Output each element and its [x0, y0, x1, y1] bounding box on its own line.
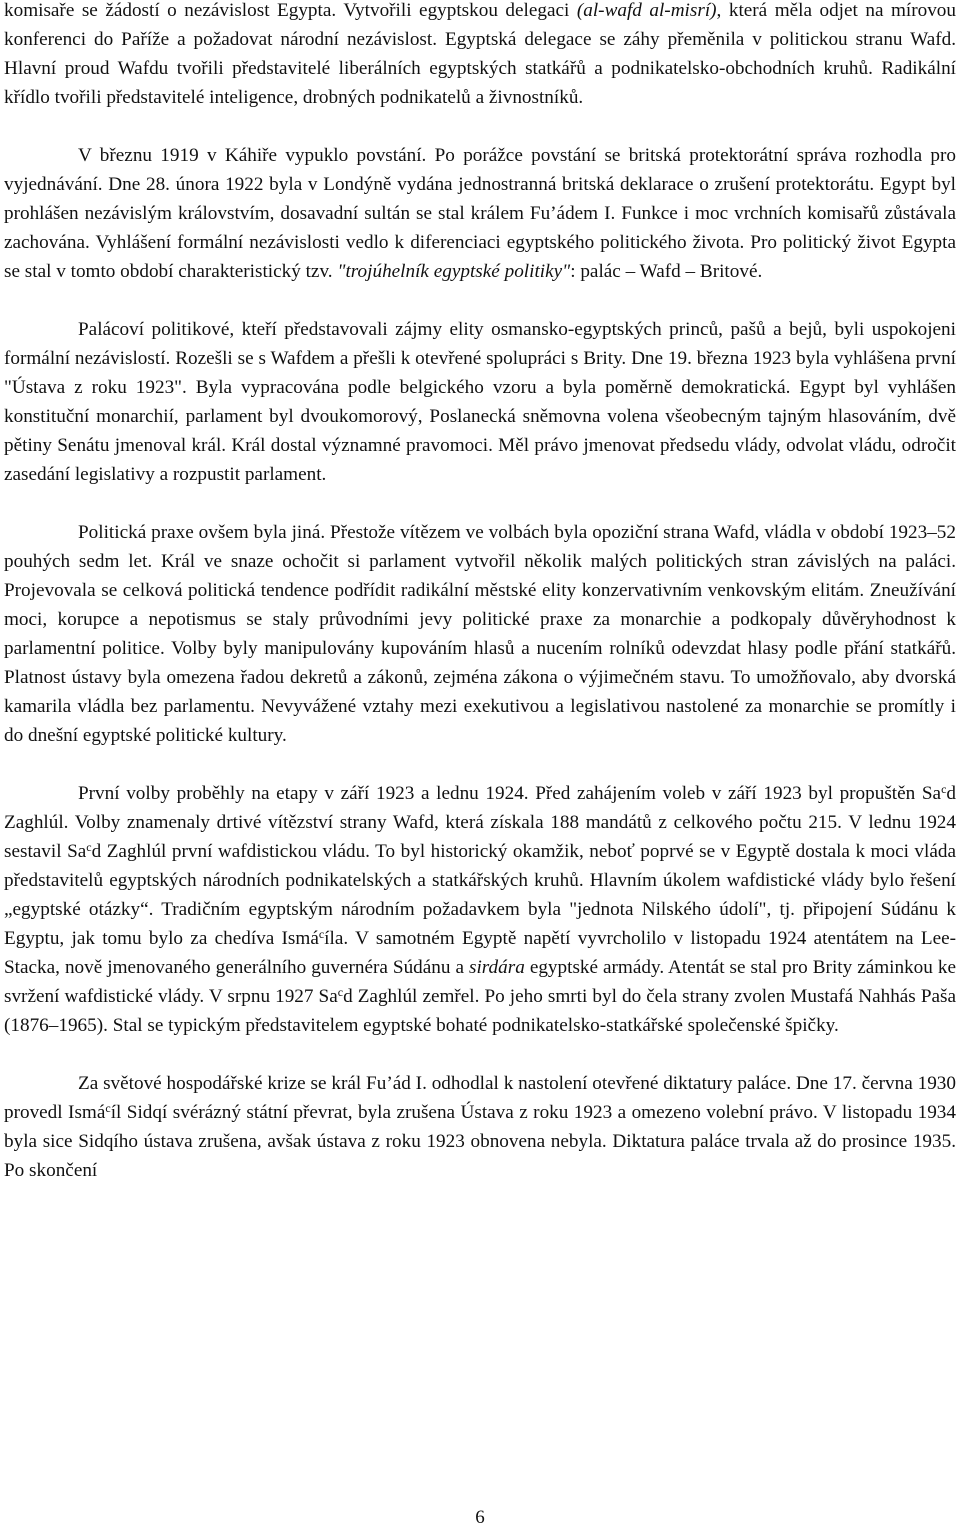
text-run: d Zaghlúl první wafdistickou vládu. To byl historický okamžik, neboť poprvé se v Egyptě dostala k moci vláda představitelů egyptských národních podnikatelských a statkářských kruhů. Hlavním úkolem wafdistické vlády bylo řešení „egyptské otázky“. Tradičním egyptským národním požadavkem byla "jednota Nilského údolí", tj. připojení Súdánu k Egyptu, jak tomu bylo za chedíva Ismá	[4, 841, 956, 949]
paragraph-wafd-delegation	[4, 0, 956, 112]
text-run: Politická praxe ovšem byla jiná. Přestože vítězem ve volbách byla opoziční strana Wafd, vládla v období 1923–52 pouhých sedm let. Král ve snaze ochočit si parlament vytvořil několik malých politických stran závislých na paláci. Projevovala se celková politická tendence podřídit radikální městské elity konzervativním venkovským elitám. Zneužívání moci, korupce a nepotismus se staly průvodními jevy politické praxe za monarchie a podkopaly důvěryhodnost k parlamentní politice. Volby byly manipulovány kupováním hlasů a nucením rolníků odevzdat hlasy podle přání statkářů. Platnost ústavy byla omezena řadou dekretů a zákonů, zejména zákona o výjimečném stavu. To umožňovalo, aby dvorská kamarila vládla bez parlamentu. Nevyvážené vztahy mezi exekutivou a legislativou nastolené za monarchie se promítly i do dnešní egyptské politické kultury.	[4, 522, 956, 746]
superscript-c: c	[86, 840, 92, 854]
text-run: : palác – Wafd – Britové.	[570, 261, 763, 282]
text-run: První volby proběhly na etapy v září 1923 a lednu 1924. Před zahájením voleb v září 1923 byl propuštěn Sa	[78, 783, 942, 804]
italic-text: (al-wafd al-misrí)	[576, 0, 717, 21]
text-run: Za světové hospodářské krize se král Fu’ád I. odhodlal k nastolení otevřené diktatury paláce. Dne 17. června 1930 provedl Ismá	[4, 1073, 956, 1123]
text-run: V březnu 1919 v Káhiře vypuklo povstání. Po porážce povstání se britská protektorátní správa rozhodla pro vyjednávání. Dne 28. února 1922 byla v Londýně vydána jednostranná britská deklarace o zrušení protektorátu. Egypt byl prohlášen nezávislým královstvím, dosavadní sultán se stal králem Fu’ádem I. Funkce i moc vrchních komisařů zůstávala zachována. Vyhlášení formální nezávislosti vedlo k diferenciaci egyptského politického života. Pro politický život Egypta se stal v tomto období charakteristický tzv.	[4, 145, 956, 282]
paragraph-constitution-1923	[4, 315, 956, 489]
paragraph-revolution-1919	[4, 141, 956, 286]
text-run: Palácoví politikové, kteří představovali zájmy elity osmansko-egyptských princů, pašů a bejů, byli uspokojeni formální nezávislostí. Rozešli se s Wafdem a přešli k otevřené spolupráci s Brity. Dne 19. března 1923 byla vyhlášena první "Ústava z roku 1923". Byla vypracována podle belgického vzoru a byla poměrně demokratická. Egypt byl vyhlášen konstituční monarchií, parlament byl dvoukomorový, Poslanecká sněmovna volena všeobecným tajným hlasováním, dvě pětiny Senátu jmenoval král. Král dostal významné pravomoci. Měl právo jmenovat předsedu vlády, odvolat vládu, odročit zasedání legislativy a rozpustit parlament.	[4, 319, 956, 485]
document-page	[4, 0, 956, 1185]
page-number: 6	[475, 1507, 485, 1528]
paragraph-palace-dictatorship	[4, 1069, 956, 1185]
superscript-c: c	[105, 1101, 111, 1115]
text-run: d Zaghlúl zemřel. Po jeho smrti byl do čela strany zvolen Mustafá Nahhás Paša (1876–1965). Stal se typickým představitelem egyptské bohaté podnikatelsko-statkářské společenské špičky.	[4, 986, 956, 1036]
superscript-c: c	[337, 985, 344, 999]
paragraph-first-elections	[4, 779, 956, 1040]
text-run: komisaře se žádostí o nezávislost Egypta. Vytvořili egyptskou delegaci	[4, 0, 577, 21]
italic-text: sirdára	[469, 957, 525, 978]
text-run: íl Sidqí svérázný státní převrat, byla zrušena Ústava z roku 1923 a omezeno volební právo. V listopadu 1934 byla sice Sidqího ústava zrušena, avšak ústava z roku 1923 obnovena nebyla. Diktatura paláce trvala až do prosince 1935. Po skončení	[4, 1102, 956, 1181]
superscript-c: c	[941, 782, 947, 796]
text-run: íla. V samotném Egyptě napětí vyvrcholilo v listopadu 1924 atentátem na Lee-Stacka, nově jmenovaného generálního guvernéra Súdánu a	[4, 928, 956, 978]
text-run: d Zaghlúl. Volby znamenaly drtivé vítězství strany Wafd, která získala 188 mandátů z celkového počtu 215. V lednu 1924 sestavil Sa	[4, 783, 956, 862]
paragraph-political-practice	[4, 518, 956, 750]
italic-text: "trojúhelník egyptské politiky"	[337, 261, 571, 282]
text-run: , která měla odjet na mírovou konferenci do Paříže a požadovat národní nezávislost. Egyptská delegace se záhy přeměnila v politickou stranu Wafd. Hlavní proud Wafdu tvořili představitelé liberálních egyptských statkářů a podnikatelsko-obchodních kruhů. Radikální křídlo tvořili představitelé inteligence, drobných podnikatelů a živnostníků.	[4, 0, 956, 108]
superscript-c: c	[318, 927, 325, 941]
text-run: egyptské armády. Atentát se stal pro Brity záminkou ke svržení wafdistické vlády. V srpnu 1927 Sa	[4, 957, 956, 1007]
